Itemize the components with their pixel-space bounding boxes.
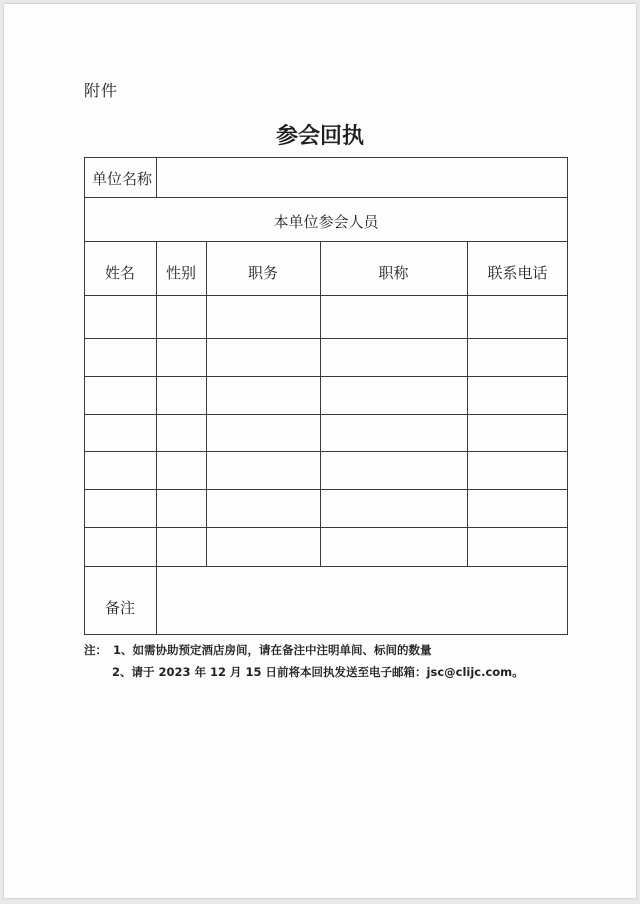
column-header-position: 职务 [247,264,278,282]
unit-name-label: 单位名称 [92,170,153,188]
column-header-gender: 性别 [165,264,196,282]
divider [206,241,207,566]
note-text: 2、请于 2023 年 12 月 15 日前将本回执发送至电子邮箱：jsc@clijc.com。 [112,665,524,679]
document-title: 参会回执 [275,123,364,149]
divider [84,197,568,198]
column-header-title: 职称 [378,264,409,282]
divider [320,241,321,566]
column-header-phone: 联系电话 [487,264,548,282]
note-item [84,661,524,683]
note-text: 1、如需协助预定酒店房间，请在备注中注明单间、标间的数量 [113,643,432,657]
divider [156,157,157,197]
remarks-label: 备注 [104,599,135,617]
attachment-label: 附件 [84,81,119,100]
column-header-name: 姓名 [104,264,135,282]
attendees-section-label: 本单位参会人员 [273,213,379,231]
note-item [84,639,524,661]
divider [156,241,157,635]
notes-prefix: 注： [84,643,107,657]
divider [467,241,468,566]
notes [84,639,524,683]
